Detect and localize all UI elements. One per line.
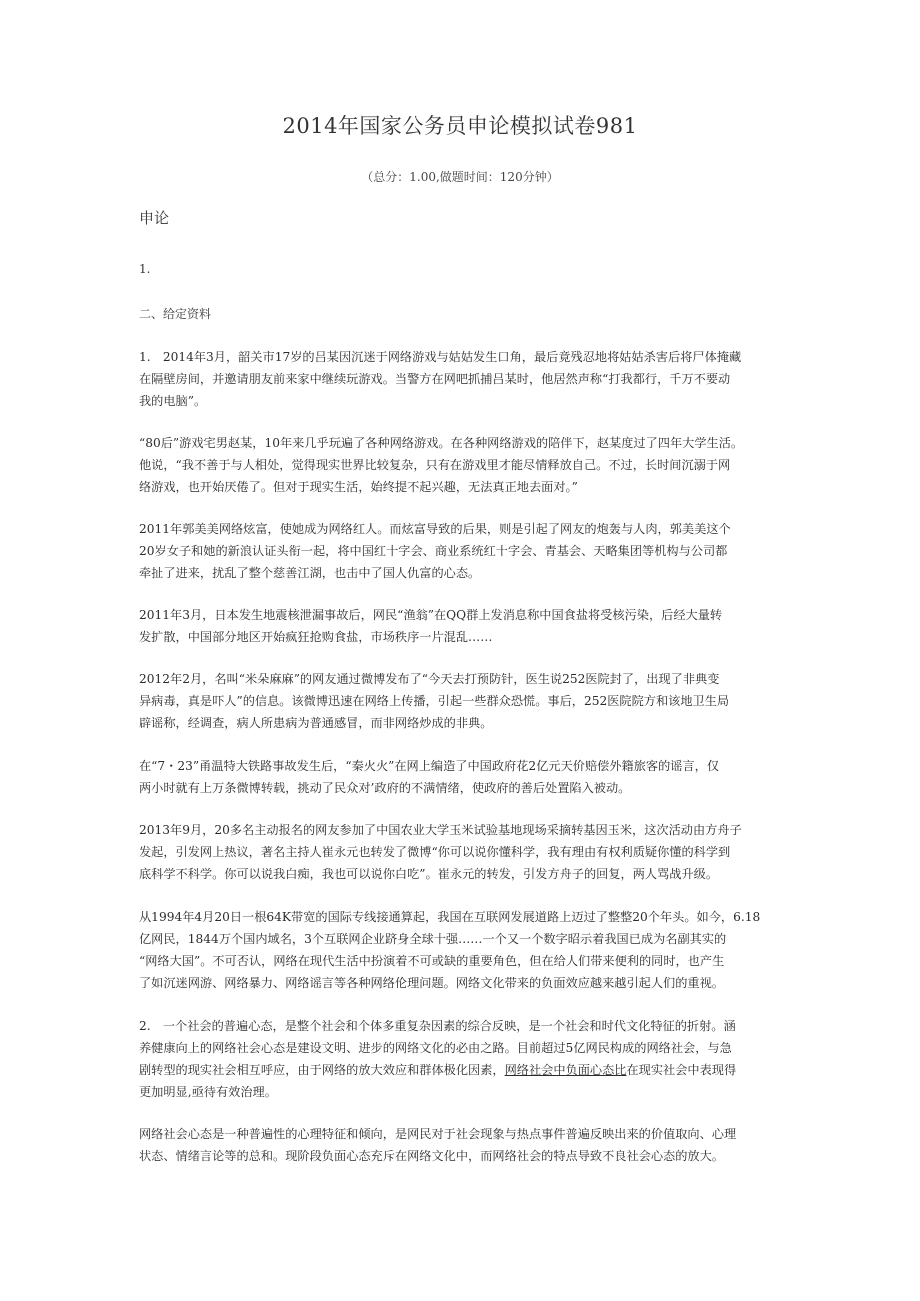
paragraph-line: 状态、情绪言论等的总和。现阶段负面心态充斥在网络文化中，而网络社会的特点导致不良社会心态的放大。 <box>139 1149 724 1163</box>
paragraph-9 <box>139 1015 789 1103</box>
paragraph-line: 网络社会心态是一种普遍性的心理特征和倾向，是网民对于社会现象与热点事件普遍反映出来的价值取向、心理 <box>139 1127 737 1141</box>
paragraph-line: “网络大国”。不可否认，网络在现代生活中扮演着不可或缺的重要角色，但在给人们带来便利的同时，也产生 <box>139 954 725 968</box>
paragraph-line: 2. 一个社会的普遍心态，是整个社会和个体多重复杂因素的综合反映，是一个社会和时代文化特征的折射。涵 <box>139 1019 736 1033</box>
exam-meta: （总分：1.00,做题时间：120分钟） <box>361 170 559 184</box>
paragraph-line: 从1994年4月20日一根64K带宽的国际专线接通算起，我国在互联网发展道路上迈过了整整20个年头。如今，6.18 <box>139 910 761 924</box>
paragraph-line: 2013年9月，20多名主动报名的网友参加了中国农业大学玉米试验基地现场采摘转基因玉米，这次活动由方舟子 <box>139 823 742 837</box>
paragraph-line: 2011年郭美美网络炫富，使她成为网络红人。而炫富导致的后果，则是引起了网友的炮轰与人肉，郭美美这个 <box>139 522 731 536</box>
paragraph-line: 他说，“我不善于与人相处，觉得现实世界比较复杂，只有在游戏里才能尽情释放自己。不过，长时间沉溺于网 <box>139 458 731 472</box>
paragraph-10 <box>139 1123 789 1167</box>
paragraph-line: 20岁女子和她的新浪认证头衔一起，将中国红十字会、商业系统红十字会、青基会、天略集团等机构与公司都 <box>139 544 728 558</box>
paragraph-line: 两小时就有上万条微博转载，挑动了民众对’政府的不满情绪，使政府的善后处置陷入被动。 <box>139 781 631 795</box>
paragraph-line: 在“7・23”甬温特大铁路事故发生后，“秦火火”在网上编造了中国政府花2亿元天价赔偿外籍旅客的谣言，仅 <box>139 759 720 773</box>
paragraph-line: 辟谣称，经调查，病人所患病为普通感冒，而非网络炒成的非典。 <box>139 716 493 730</box>
paragraph-line: 异病毒，真是吓人”的信息。该微博迅速在网络上传播，引起一些群众恐慌。事后，252医院院方和该地卫生局 <box>139 694 730 708</box>
paragraph-6 <box>139 755 789 799</box>
paragraph-3 <box>139 518 789 584</box>
line-text: 剧转型的现实社会相互呼应，由于网络的放大效应和群体极化因素， <box>139 1063 505 1077</box>
paragraph-line: 2012年2月，名叫“米朵麻麻”的网友通过微博发布了“今天去打预防针，医生说252医院封了，出现了非典变 <box>139 672 720 686</box>
paragraph-line: 牵扯了进来，扰乱了整个慈善江湖，也击中了国人仇富的心态。 <box>139 566 481 580</box>
underlined-phrase: 网络社会中负面心态比 <box>504 1063 627 1077</box>
paragraph-line: 发起，引发网上热议，著名主持人崔永元也转发了微博“你可以说你懂科学，我有理由有权利质疑你懂的科学到 <box>139 845 731 859</box>
paragraph-4 <box>139 604 789 648</box>
paragraph-2 <box>139 432 789 498</box>
paragraph-line: 络游戏，也开始厌倦了。但对于现实生活，始终提不起兴趣，无法真正地去面对。” <box>139 480 578 494</box>
paragraph-line: 了如沉迷网游、网络暴力、网络谣言等各种网络伦理问题。网络文化带来的负面效应越来越引起人们的重视。 <box>139 976 724 990</box>
paragraph-line: 1. 2014年3月，韶关市17岁的吕某因沉迷于网络游戏与姑姑发生口角，最后竟残忍地将姑姑杀害后将尸体掩藏 <box>139 350 742 364</box>
paragraph-line: 亿网民，1844万个国内域名，3个互联网企业跻身全球十强……一个又一个数字昭示着我国已成为名副其实的 <box>139 932 727 946</box>
paragraph-line: 2011年3月，日本发生地震核泄漏事故后，网民“渔翁”在QQ群上发消息称中国食盐将受核污染，后经大量转 <box>139 608 723 622</box>
materials-subheading: 二、给定资料 <box>139 307 212 321</box>
paragraph-line: 更加明显,亟待有效治理。 <box>139 1085 277 1099</box>
section-title: 申论 <box>139 209 170 227</box>
paragraph-line: 底科学不科学。你可以说我白痴，我也可以说你白吃”。崔永元的转发，引发方舟子的回复，两人骂战升级。 <box>139 867 719 881</box>
paragraph-line-mixed <box>139 1059 789 1081</box>
paragraph-line: “80后”游戏宅男赵某，10年来几乎玩遍了各种网络游戏。在各种网络游戏的陪伴下，赵某度过了四年大学生活。 <box>139 436 744 450</box>
question-number: 1. <box>139 262 151 276</box>
line-text: 在现实社会中表现得 <box>626 1063 737 1077</box>
paragraph-7 <box>139 819 789 885</box>
paragraph-line: 发扩散，中国部分地区开始疯狂抢购食盐，市场秩序一片混乱…… <box>139 630 493 644</box>
paragraph-5 <box>139 668 789 734</box>
paragraph-line: 我的电脑”。 <box>139 394 207 408</box>
paragraph-1 <box>139 346 789 412</box>
document-title: 2014年国家公务员申论模拟试卷981 <box>282 114 638 138</box>
paragraph-line: 养健康向上的网络社会心态是建设文明、进步的网络文化的必由之路。目前超过5亿网民构成的网络社会，与急 <box>139 1041 732 1055</box>
paragraph-8 <box>139 906 789 994</box>
paragraph-line: 在隔壁房间，并邀请朋友前来家中继续玩游戏。当警方在网吧抓捕吕某时，他居然声称“打我都行，千万不要动 <box>139 372 731 386</box>
